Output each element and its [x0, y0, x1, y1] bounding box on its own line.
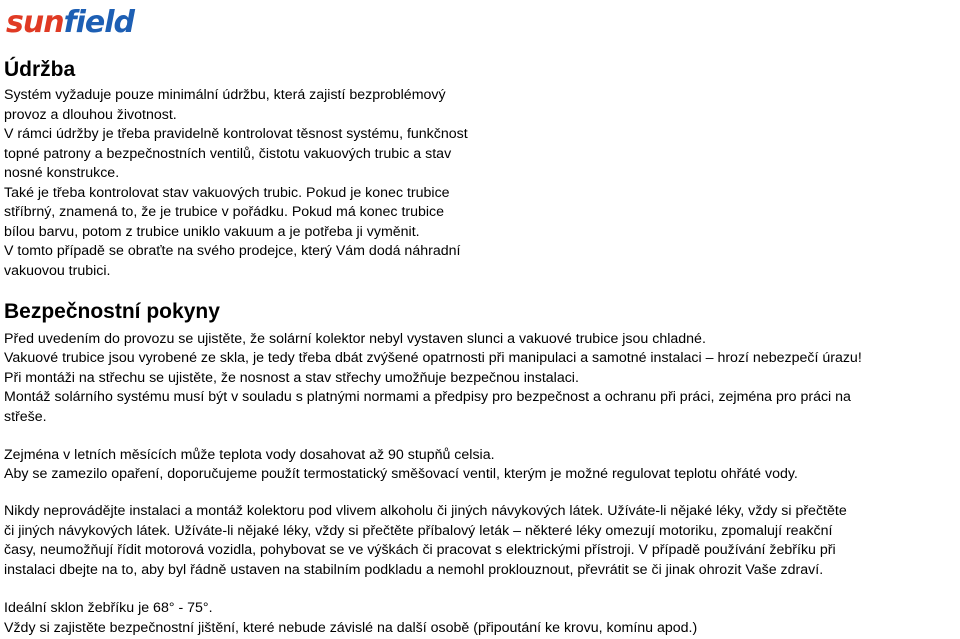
paragraph-line: topné patrony a bezpečnostních ventilů, čistotu vakuových trubic a stav [4, 146, 452, 162]
paragraph-line: stříbrný, znamená to, že je trubice v pořádku. Pokud má konec trubice [4, 204, 445, 220]
paragraph-line: Ideální sklon žebříku je 68° - 75°. [4, 600, 213, 616]
paragraph-line: nosné konstrukce. [4, 165, 120, 181]
paragraph-line: Vakuové trubice jsou vyrobené ze skla, je tedy třeba dbát zvýšené opatrnosti při manipulaci a samotné instalaci – hrozí nebezpečí úrazu! [4, 350, 862, 366]
paragraph-line: Nikdy neprovádějte instalaci a montáž kolektoru pod vlivem alkoholu či jiných návykových látek. Užíváte-li nějaké léky, vždy si přečtěte [4, 503, 847, 519]
paragraph-line: Také je třeba kontrolovat stav vakuových trubic. Pokud je konec trubice [4, 185, 450, 201]
sunfield-logo [6, 4, 176, 42]
paragraph-line: Zejména v letních měsících může teplota vody dosahovat až 90 stupňů celsia. [4, 447, 495, 463]
paragraph-line: bílou barvu, potom z trubice uniklo vakuum a je potřeba ji vyměnit. [4, 224, 420, 240]
paragraph-line: Aby se zamezilo opaření, doporučujeme použít termostatický směšovací ventil, kterým je možné regulovat teplotu ohřáté vody. [4, 466, 798, 482]
paragraph-line: Montáž solárního systému musí být v souladu s platnými normami a předpisy pro bezpečnost a ochranu při práci, zejména pro práci na [4, 389, 851, 405]
paragraph-line: Vždy si zajistěte bezpečnostní jištění, které nebude závislé na další osobě (připoutání ke krovu, komínu apod.) [4, 620, 698, 636]
section-heading-maintenance: Údržba [4, 58, 76, 81]
paragraph-line: V rámci údržby je třeba pravidelně kontrolovat těsnost systému, funkčnost [4, 126, 468, 142]
paragraph-line: provoz a dlouhou životnost. [4, 107, 177, 123]
paragraph-line: V tomto případě se obraťte na svého prodejce, který Vám dodá náhradní [4, 243, 461, 259]
logo-text-b: fi [63, 5, 85, 40]
paragraph-line: Systém vyžaduje pouze minimální údržbu, která zajistí bezproblémový [4, 87, 446, 103]
logo-text-a: sun [6, 5, 64, 40]
paragraph-line: instalaci dbejte na to, aby byl řádně ustaven na stabilním podkladu a nemohl proklouznout, převrátit se či jinak ohrozit Vaše zdraví. [4, 562, 824, 578]
section-heading-safety: Bezpečnostní pokyny [4, 300, 220, 323]
paragraph-line: Při montáži na střechu se ujistěte, že nosnost a stav střechy umožňuje bezpečnou instalaci. [4, 370, 579, 386]
paragraph-line: či jiných návykových látek. Užíváte-li nějaké léky, vždy si přečtěte příbalový leták – některé léky omezují motoriku, zpomalují reakční [4, 523, 833, 539]
paragraph-line: Před uvedením do provozu se ujistěte, že solární kolektor nebyl vystaven slunci a vakuové trubice jsou chladné. [4, 331, 706, 347]
paragraph-line: vakuovou trubici. [4, 263, 111, 279]
logo-text-c: eld [84, 5, 135, 40]
paragraph-line: střeše. [4, 409, 47, 425]
paragraph-line: časy, neumožňují řídit motorová vozidla, pohybovat se ve výškách či pracovat s elektrickými přístroji. V případě používání žebříku při [4, 542, 836, 558]
